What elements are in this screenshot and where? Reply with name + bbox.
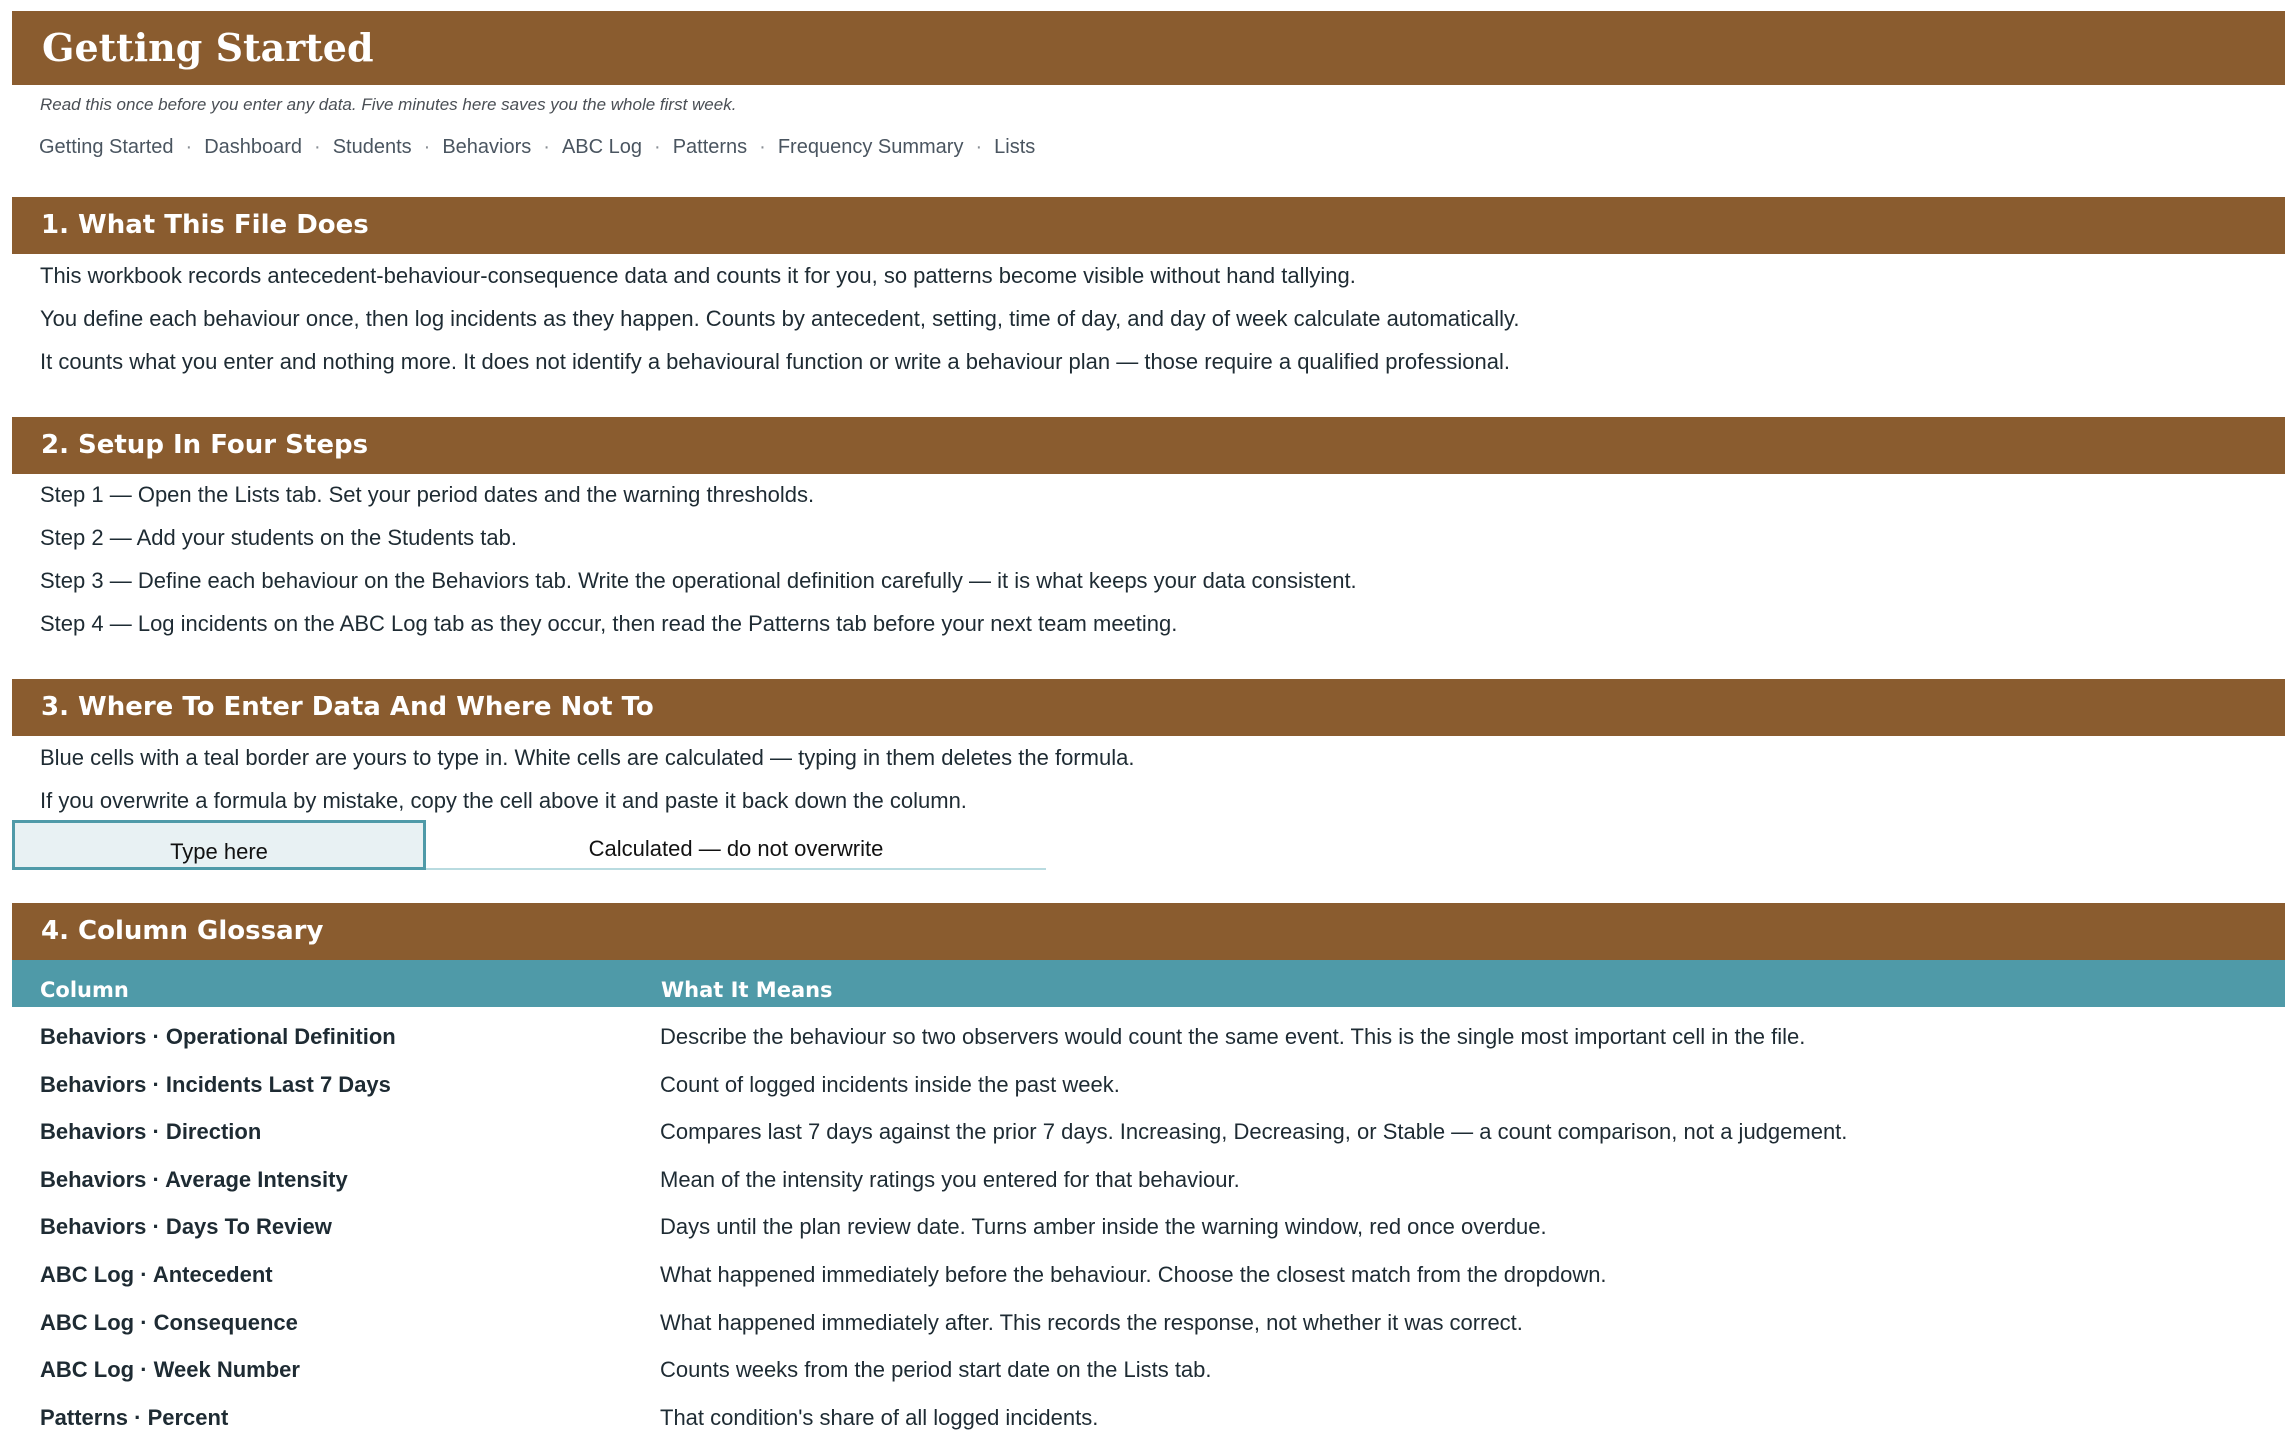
- glossary-row: [0, 1262, 2296, 1309]
- glossary-column-name: ABC Log · Consequence: [40, 1310, 298, 1335]
- setup-step-3: Step 3 — Define each behaviour on the Behaviors tab. Write the operational definition carefully — it is what keeps your data consistent.: [40, 568, 1357, 593]
- nav-separator: ·: [543, 136, 550, 158]
- glossary-column-name: ABC Log · Antecedent: [40, 1262, 273, 1287]
- setup-step-2: Step 2 — Add your students on the Students tab.: [40, 525, 517, 550]
- glossary-column-name: Behaviors · Incidents Last 7 Days: [40, 1072, 391, 1097]
- glossary-column-name: Behaviors · Average Intensity: [40, 1167, 348, 1192]
- glossary-row: [0, 1024, 2296, 1071]
- section-1-line: This workbook records antecedent-behaviour-consequence data and counts it for you, so patterns become visible without hand tallying.: [40, 263, 1356, 288]
- section-1-line: You define each behaviour once, then log incidents as they happen. Counts by antecedent, setting, time of day, and day of week calculate automatically.: [40, 306, 1520, 331]
- input-cell-legend[interactable]: Type here: [12, 820, 426, 870]
- page-subtitle: Read this once before you enter any data. Five minutes here saves you the whole first week.: [40, 95, 737, 114]
- nav-link-lists[interactable]: Lists: [994, 136, 1036, 158]
- section-2-header: 2. Setup In Four Steps: [12, 417, 2285, 474]
- page-title: Getting Started: [12, 11, 2285, 85]
- nav-link-behaviors[interactable]: Behaviors: [442, 136, 532, 158]
- glossary-meaning: Counts weeks from the period start date on the Lists tab.: [660, 1357, 1212, 1382]
- glossary-meaning: That condition's share of all logged incidents.: [660, 1405, 1099, 1430]
- glossary-meaning: What happened immediately after. This records the response, not whether it was correct.: [660, 1310, 1523, 1335]
- nav-separator: ·: [185, 136, 193, 158]
- glossary-meaning: What happened immediately before the behaviour. Choose the closest match from the dropdown.: [660, 1262, 1607, 1287]
- nav-link-patterns[interactable]: Patterns: [672, 136, 748, 158]
- nav-link-getting-started[interactable]: Getting Started: [39, 136, 174, 158]
- nav-link-students[interactable]: Students: [332, 136, 412, 158]
- section-1-header: 1. What This File Does: [12, 197, 2285, 254]
- section-1-line: It counts what you enter and nothing more. It does not identify a behavioural function or write a behaviour plan — those require a qualified professional.: [40, 349, 1511, 374]
- nav-separator: ·: [654, 136, 661, 158]
- glossary-row: [0, 1214, 2296, 1261]
- glossary-meaning: Compares last 7 days against the prior 7 days. Increasing, Decreasing, or Stable — a count comparison, not a judgement.: [660, 1119, 1848, 1144]
- glossary-column-name: ABC Log · Week Number: [40, 1357, 300, 1382]
- glossary-meaning-header: What It Means: [661, 978, 833, 1002]
- glossary-row: [0, 1357, 2296, 1404]
- glossary-meaning: Mean of the intensity ratings you entered for that behaviour.: [660, 1167, 1240, 1192]
- nav-link-frequency-summary[interactable]: Frequency Summary: [777, 136, 964, 158]
- glossary-header-row: [12, 960, 2285, 1007]
- glossary-column-name: Behaviors · Direction: [40, 1119, 262, 1144]
- glossary-column-name: Patterns · Percent: [40, 1405, 229, 1430]
- glossary-row: [0, 1072, 2296, 1119]
- glossary-row: [0, 1167, 2296, 1214]
- glossary-meaning: Describe the behaviour so two observers would count the same event. This is the single most important cell in the file.: [660, 1024, 1806, 1049]
- nav-separator: ·: [314, 136, 321, 158]
- glossary-meaning: Count of logged incidents inside the past week.: [660, 1072, 1120, 1097]
- glossary-column-header: Column: [40, 978, 129, 1002]
- glossary-row: [0, 1310, 2296, 1357]
- glossary-row: [0, 1405, 2296, 1452]
- glossary-meaning: Days until the plan review date. Turns amber inside the warning window, red once overdue.: [660, 1214, 1547, 1239]
- section-3-line: If you overwrite a formula by mistake, copy the cell above it and paste it back down the column.: [40, 788, 967, 813]
- nav-separator: ·: [759, 136, 766, 158]
- nav-separator: ·: [423, 136, 431, 158]
- section-3-header: 3. Where To Enter Data And Where Not To: [12, 679, 2285, 736]
- nav-link-abc-log[interactable]: ABC Log: [561, 136, 643, 158]
- section-4-header: 4. Column Glossary: [12, 903, 2285, 960]
- glossary-column-name: Behaviors · Days To Review: [40, 1214, 332, 1239]
- setup-step-1: Step 1 — Open the Lists tab. Set your period dates and the warning thresholds.: [40, 482, 815, 507]
- glossary-column-name: Behaviors · Operational Definition: [40, 1024, 396, 1049]
- section-3-line: Blue cells with a teal border are yours to type in. White cells are calculated — typing in them deletes the formula.: [40, 745, 1135, 770]
- nav-link-dashboard[interactable]: Dashboard: [204, 136, 303, 158]
- glossary-row: [0, 1119, 2296, 1166]
- nav-separator: ·: [975, 136, 983, 158]
- setup-step-4: Step 4 — Log incidents on the ABC Log tab as they occur, then read the Patterns tab before your next team meeting.: [40, 611, 1178, 636]
- calculated-cell-legend: Calculated — do not overwrite: [426, 820, 1046, 870]
- sheet-navigation: [39, 136, 1035, 159]
